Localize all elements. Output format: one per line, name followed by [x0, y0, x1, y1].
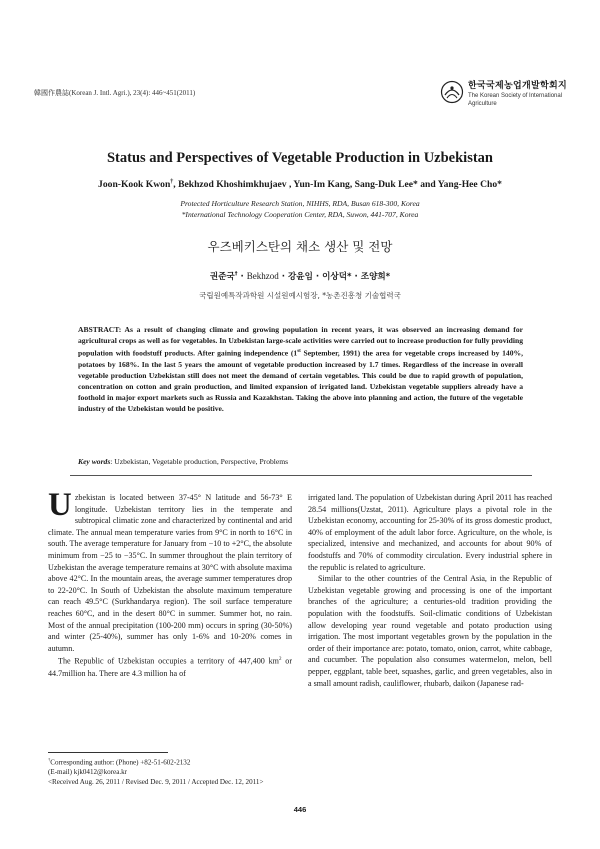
- keywords-value: : Uzbekistan, Vegetable production, Perspective, Problems: [110, 457, 289, 466]
- footnote-divider: [48, 752, 168, 753]
- korean-corresponding-mark: †: [234, 271, 238, 278]
- korean-author-5: 조양희*: [360, 272, 391, 282]
- korean-author-separator: ·: [278, 272, 288, 282]
- abstract-text-2: September, 1991) the area for vegetable crops increased by 140%, potatoes by 168%. In the last 5 years the amount of vegetable production increased by 1.7 times. Regardless of the increase in overall vegetable production Uzbekistan still does not meet the demand of certain vegetables. This could be due to rapid growth of population, concentration on cotton and grain production, and limited expansion of irrigated land. Uzbekistan vegetable suppliers already have a foothold in major export markets such as Russia and Kazakhstan. Taking the above into planning and action, the future of the vegetable industry of the Uzbekistan would be positive.: [78, 348, 524, 413]
- page-number: 446: [293, 805, 307, 814]
- korean-author-list: [0, 270, 600, 282]
- society-header: [440, 76, 580, 112]
- body-column-left: [48, 487, 293, 679]
- body-paragraph-2-continued: irrigated land. The population of Uzbekistan during April 2011 has reached 28.54 millions(Uzstat, 2011). Agriculture plays a pivotal role in the Uzbekistan economy, accounting for 25-30% of its gross domestic product, 40% of employment of the adult labor force. Agriculture, on the whole, is specialized, intensive and mechanized, and accounts for about 90% of foodstuffs and 70% of commodity circulation. Every industrial sphere in the republic is related to agriculture.: [308, 493, 552, 572]
- abstract-sup: st: [297, 349, 301, 354]
- korean-author-separator: ·: [237, 272, 247, 282]
- keywords-label: Key words: [78, 457, 111, 466]
- body-paragraph-1: [48, 487, 292, 654]
- footnote-mark: †: [48, 757, 51, 762]
- paragraph-2-text-b: or 44.7million ha. There are 4.3 million ha of: [48, 657, 293, 678]
- society-name-korean: 한국국제농업개발학회지: [468, 81, 567, 91]
- first-author: Joon-Kook Kwon: [98, 179, 171, 191]
- other-authors: , Bekhzod Khoshimkhujaev , Yun-Im Kang, Sang-Duk Lee* and Yang-Hee Cho*: [173, 179, 502, 191]
- korean-author-4: 이상덕*: [322, 272, 352, 282]
- korean-author-3: 강윤임: [287, 272, 313, 282]
- affiliation-2: *International Technology Cooperation Center, RDA, Suwon, 441-707, Korea: [181, 210, 419, 219]
- section-divider: [70, 475, 532, 476]
- abstract: [78, 324, 523, 414]
- korean-title: 우즈베키스탄의 채소 생산 및 전망: [207, 239, 393, 254]
- keywords: [78, 457, 523, 466]
- body-column-right: [308, 492, 552, 689]
- paragraph-2-text-a: The Republic of Uzbekistan occupies a territory of 447,400 km: [58, 657, 279, 666]
- paragraph-1-text: zbekistan is located between 37-45° N latitude and 56-73° E longitude. Uzbekistan territory lies in the temperate and subtropical climatic zone and characterized by continental and arid climate. The annual mean temperature varies from 9°C in north to 16°C in south. The average temperature for January from −10 to +2°C, the absolute minimum from −25 to −35°C. In summer throughout the plain territory of Uzbekistan the average temperature remains at 30°C with absolute maxima above 42°C. In the mountain areas, the average summer temperatures drop to 22-20°C. In South of Uzbekistan the absolute maximum temperature can reach 49.5°C (Surkhandarya region). The soil surface temperature reaches 60°C, and in the desert 80°C in summer. Summer hot, no rain. Most of the annual precipitation (100-200 mm) occurs in spring (30-50%) and winter (25-40%), summer has only 1-6% and 10-20% comes in autumn.: [48, 493, 292, 653]
- footnote: [48, 755, 292, 787]
- society-logo-icon: [440, 80, 464, 104]
- korean-author-separator: ·: [312, 272, 323, 282]
- footnote-line-1: [48, 755, 292, 767]
- korean-author-1: 권준국: [209, 272, 235, 282]
- body-paragraph-3: Similar to the other countries of the Central Asia, in the Republic of Uzbekistan vegetable growing and processing is one of the important branches of the agriculture; a centuries-old tradition providing the population with the foodstuffs. Soil-climatic conditions of Uzbekistan allow developing year round vegetable and potato production using irrigation. The most important vegetables grown by the population in the order of their importance are: potato, tomato, onion, carrot, white cabbage, and cucumber. The population also consumes watermelon, melon, bell pepper, eggplant, table beet, squashes, garlic, and green vegetables, also in a small amount radish, cauliflower, rhubarb, daikon (Japanese rad-: [308, 574, 552, 688]
- body-paragraph-2-start: [48, 654, 292, 679]
- journal-citation: 韓國作農誌(Korean J. Intl. Agri.), 23(4): 446~451(2011): [34, 89, 196, 97]
- footnote-corresponding: Corresponding author: (Phone) +82-51-602-2132: [50, 758, 191, 767]
- affiliation-1: Protected Horticulture Research Station, NIHHS, RDA, Busan 618-300, Korea: [180, 199, 420, 208]
- author-list: [0, 179, 600, 190]
- paper-title: Status and Perspectives of Vegetable Production in Uzbekistan: [106, 150, 493, 166]
- korean-affiliation: 국립원예특작과학원 시설원예시험장, *농촌진흥청 기술협력국: [199, 291, 401, 300]
- korean-author-2: Bekhzod: [246, 271, 279, 281]
- abstract-text-1: ABSTRACT: As a result of changing climate and growing population in recent years, it was observed an increasing demand for agricultural crops as well as for vegetables. In Uzbekistan large-scale activities were carried out to increase production for fully providing population with foodstuff products. After gaining independence (1: [78, 325, 523, 358]
- footnote-email: (E-mail) kjk0412@korea.kr: [48, 768, 128, 777]
- corresponding-mark: †: [170, 179, 174, 185]
- paragraph-2-sup: 2: [278, 657, 282, 663]
- footnote-dates: <Received Aug. 26, 2011 / Revised Dec. 9, 2011 / Accepted Dec. 12, 2011>: [48, 778, 264, 787]
- korean-author-separator: ·: [351, 272, 361, 282]
- drop-cap: U: [48, 487, 72, 523]
- society-name-english: The Korean Society of International Agriculture: [468, 93, 563, 107]
